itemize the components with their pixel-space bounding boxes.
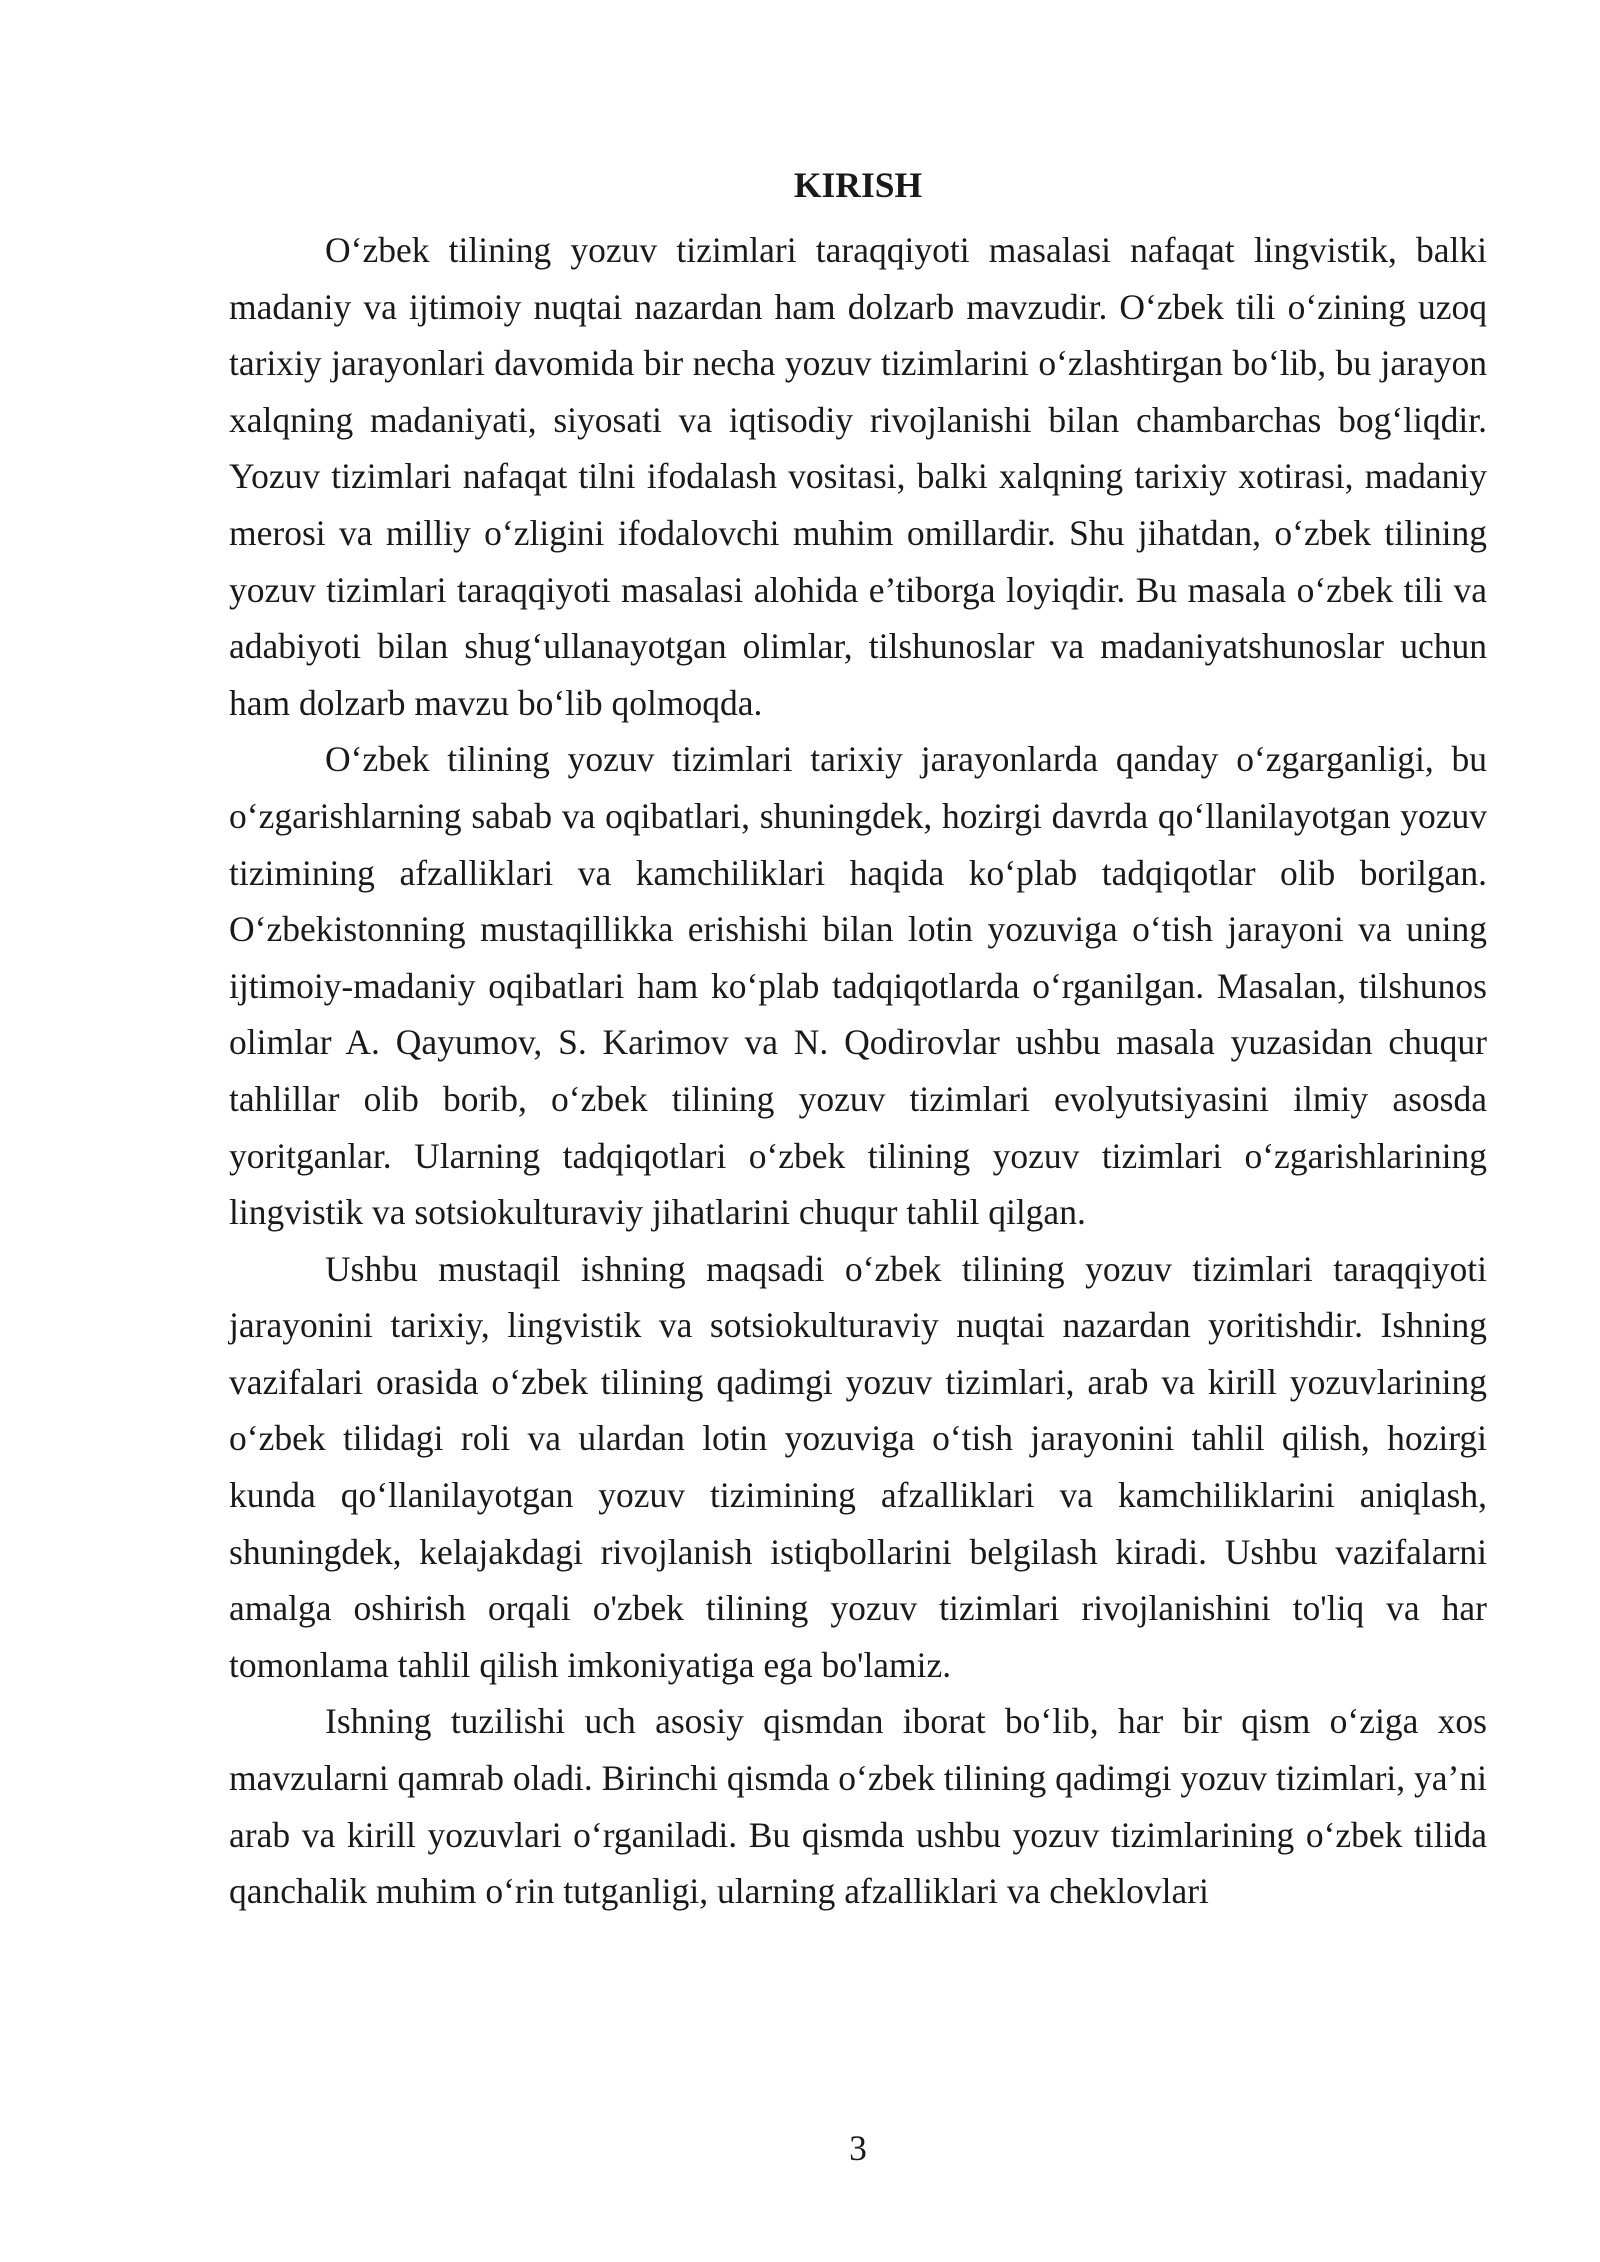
section-title: KIRISH — [793, 165, 923, 205]
paragraph-3: Ushbu mustaqil ishning maqsadi o‘zbek tilining yozuv tizimlari taraqqiyoti jarayonini tarixiy, lingvistik va sotsiokulturaviy nuqtai nazardan yoritishdir. Ishning vazifalari orasida o‘zbek tilining qadimgi yozuv tizimlari, arab va kirill yozuvlarining o‘zbek tilidagi roli va ulardan lotin yozuviga o‘tish jarayonini tahlil qilish, hozirgi kunda qo‘llanilayotgan yozuv tizimining afzalliklari va kamchiliklarini aniqlash, shuningdek, kelajakdagi rivojlanish istiqbollarini belgilash kiradi. Ushbu vazifalarni amalga oshirish orqali o'zbek tilining yozuv tizimlari rivojlanishini to'liq va har tomonlama tahlil qilish imkoniyatiga ega bo'lamiz. — [229, 1248, 1487, 1685]
paragraph-2: O‘zbek tilining yozuv tizimlari tarixiy jarayonlarda qanday o‘zgarganligi, bu o‘zgarishlarning sabab va oqibatlari, shuningdek, hozirgi davrda qo‘llanilayotgan yozuv tizimining afzalliklari va kamchiliklari haqida ko‘plab tadqiqotlar olib borilgan. O‘zbekistonning mustaqillikka erishishi bilan lotin yozuviga o‘tish jarayoni va uning ijtimoiy-madaniy oqibatlari ham ko‘plab tadqiqotlarda o‘rganilgan. Masalan, tilshunos olimlar A. Qayumov, S. Karimov va N. Qodirovlar ushbu masala yuzasidan chuqur tahlillar olib borib, o‘zbek tilining yozuv tizimlari evolyutsiyasini ilmiy asosda yoritganlar. Ularning tadqiqotlari o‘zbek tilining yozuv tizimlari o‘zgarishlarining lingvistik va sotsiokulturaviy jihatlarini chuqur tahlil qilgan. — [229, 739, 1487, 1233]
paragraph-1: O‘zbek tilining yozuv tizimlari taraqqiyoti masalasi nafaqat lingvistik, balki madaniy va ijtimoiy nuqtai nazardan ham dolzarb mavzudir. O‘zbek tili o‘zining uzoq tarixiy jarayonlari davomida bir necha yozuv tizimlarini o‘zlashtirgan bo‘lib, bu jarayon xalqning madaniyati, siyosati va iqtisodiy rivojlanishi bilan chambarchas bog‘liqdir. Yozuv tizimlari nafaqat tilni ifodalash vositasi, balki xalqning tarixiy xotirasi, madaniy merosi va milliy o‘zligini ifodalovchi muhim omillardir. Shu jihatdan, o‘zbek tilining yozuv tizimlari taraqqiyoti masalasi alohida e’tiborga loyiqdir. Bu masala o‘zbek tili va adabiyoti bilan shug‘ullanayotgan olimlar, tilshunoslar va madaniyatshunoslar uchun ham dolzarb mavzu bo‘lib qolmoqda. — [229, 230, 1487, 723]
page-number: 3 — [849, 2128, 867, 2168]
paragraph-4: Ishning tuzilishi uch asosiy qismdan iborat bo‘lib, har bir qism o‘ziga xos mavzularni qamrab oladi. Birinchi qismda o‘zbek tilining qadimgi yozuv tizimlari, ya’ni arab va kirill yozuvlari o‘rganiladi. Bu qismda ushbu yozuv tizimlarining o‘zbek tilida qanchalik muhim o‘rin tutganligi, ularning afzalliklari va cheklovlari — [229, 1701, 1487, 1912]
page-content — [229, 160, 1487, 1920]
